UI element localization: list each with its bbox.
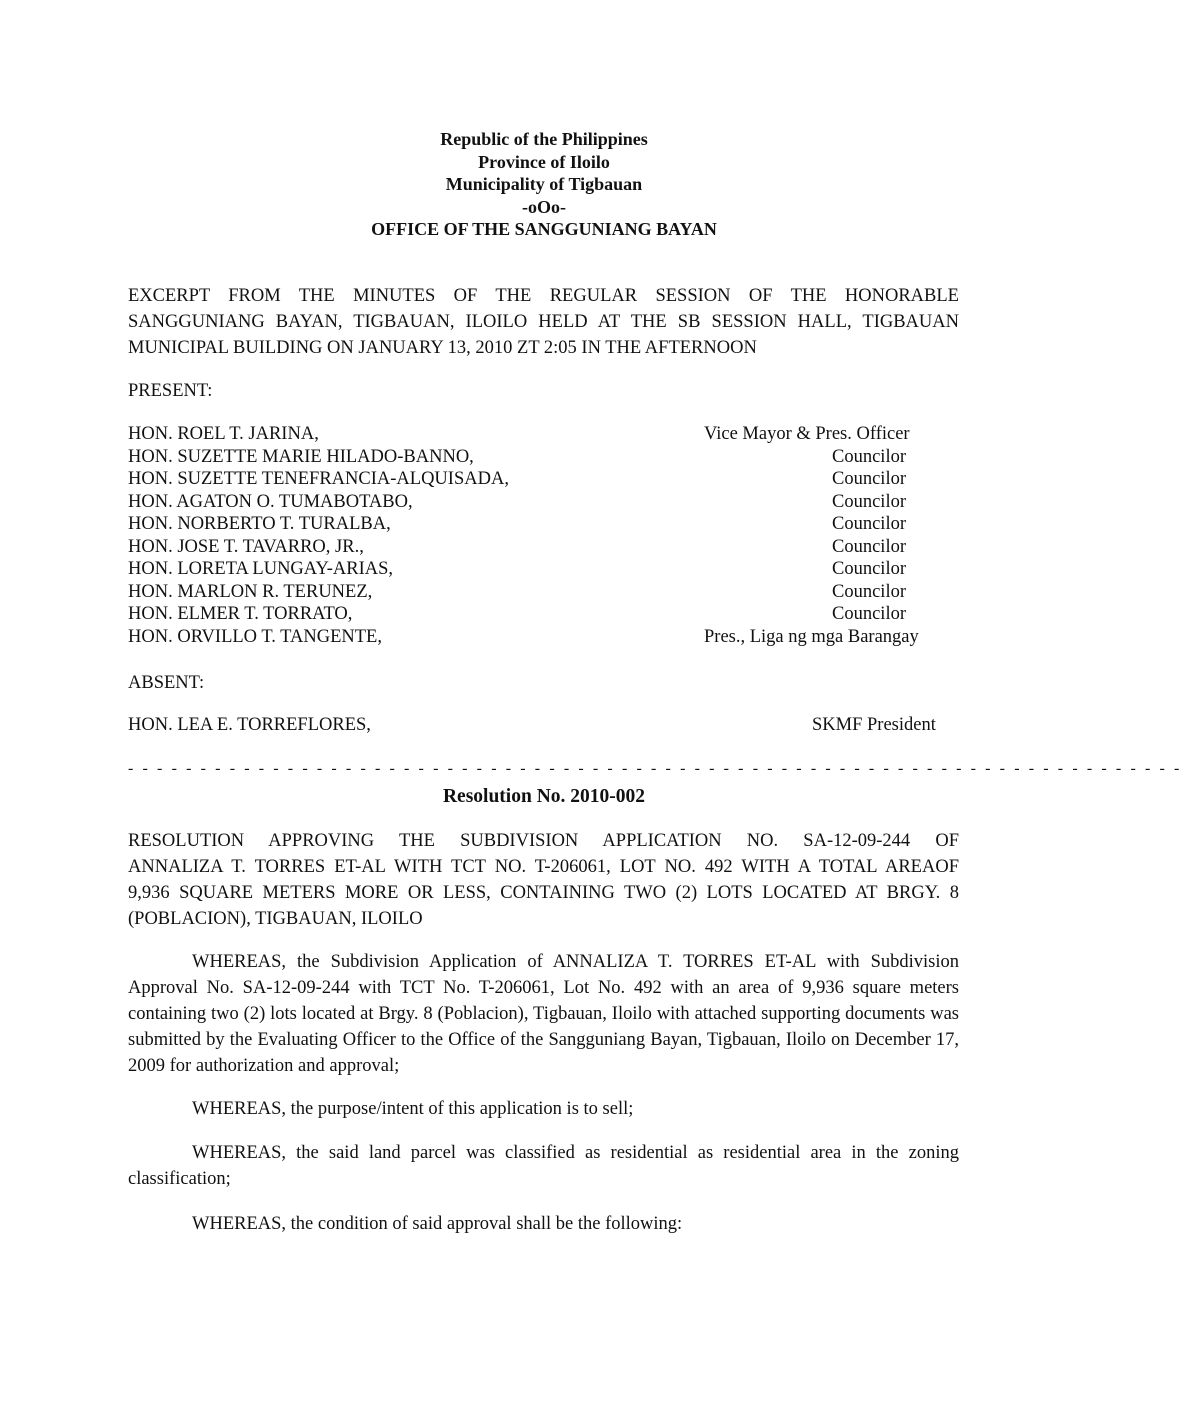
attendee-role: Pres., Liga ng mga Barangay — [704, 626, 919, 647]
resolution-title-line: (POBLACION), TIGBAUAN, ILOILO — [128, 909, 423, 929]
whereas-clause-1: WHEREAS, the Subdivision Application of ANNALIZA T. TORRES ET-AL with Subdivision Approval No. SA-12-09-244 with TCT No. T-206061, Lot No. 492 with an area of 9,936 square meters containing two (2) lots located at Brgy. 8 (Poblacion), Tigbauan, Iloilo with attached supporting documents was submitted by the Evaluating Officer to the Office of the Sangguniang Bayan, Tigbauan, Iloilo on December 17, 2009 for authorization and approval; — [128, 952, 959, 1076]
header-municipality: Municipality of Tigbauan — [445, 174, 643, 194]
attendee-role: Vice Mayor & Pres. Officer — [704, 424, 910, 444]
attendee-row — [128, 558, 959, 581]
attendee-role: Councilor — [832, 604, 906, 624]
present-label: PRESENT: — [128, 381, 213, 401]
header-office: OFFICE OF THE SANGGUNIANG BAYAN — [371, 219, 717, 239]
excerpt-line: SANGGUNIANG BAYAN, TIGBAUAN, ILOILO HELD AT THE SB SESSION HALL, TIGBAUAN — [128, 312, 959, 332]
absent-label: ABSENT: — [128, 673, 205, 693]
attendee-row — [128, 491, 959, 514]
attendee-row — [128, 603, 959, 626]
attendee-row — [128, 536, 959, 559]
absent-role: SKMF President — [812, 715, 936, 735]
attendee-name: HON. ROEL T. JARINA, — [128, 424, 319, 444]
resolution-title — [128, 828, 959, 932]
whereas-clause-3: WHEREAS, the said land parcel was classified as residential as residential area in the zoning classification; — [128, 1143, 959, 1189]
attendee-role: Councilor — [832, 581, 906, 602]
attendee-name: HON. SUZETTE TENEFRANCIA-ALQUISADA, — [128, 469, 509, 489]
attendee-name: HON. ORVILLO T. TANGENTE, — [128, 626, 382, 647]
header-ornament: -oOo- — [522, 196, 566, 217]
excerpt-line: MUNICIPAL BUILDING ON JANUARY 13, 2010 ZT 2:05 IN THE AFTERNOON — [128, 338, 757, 358]
document-header — [0, 128, 1088, 241]
attendee-row — [128, 626, 959, 649]
attendee-row — [128, 468, 959, 491]
header-republic: Republic of the Philippines — [440, 129, 648, 149]
attendee-name: HON. AGATON O. TUMABOTABO, — [128, 491, 413, 512]
resolution-title-line: 9,936 SQUARE METERS MORE OR LESS, CONTAINING TWO (2) LOTS LOCATED AT BRGY. 8 — [128, 883, 959, 903]
attendee-role: Councilor — [832, 514, 906, 534]
attendee-name: HON. MARLON R. TERUNEZ, — [128, 581, 373, 602]
attendee-name: HON. NORBERTO T. TURALBA, — [128, 514, 391, 534]
attendee-row — [128, 446, 959, 469]
attendee-row — [128, 513, 959, 536]
absent-name: HON. LEA E. TORREFLORES, — [128, 715, 371, 735]
attendee-role: Councilor — [832, 446, 906, 467]
attendee-name: HON. LORETA LUNGAY-ARIAS, — [128, 559, 394, 579]
attendee-role: Councilor — [832, 559, 906, 579]
whereas-clause-4: WHEREAS, the condition of said approval shall be the following: — [192, 1214, 683, 1234]
attendee-name: HON. JOSE T. TAVARRO, JR., — [128, 536, 364, 557]
attendee-role: Councilor — [832, 469, 906, 489]
excerpt-line: EXCERPT FROM THE MINUTES OF THE REGULAR SESSION OF THE HONORABLE — [128, 286, 959, 306]
whereas-clause-2: WHEREAS, the purpose/intent of this application is to sell; — [192, 1099, 634, 1119]
attendee-row — [128, 581, 959, 604]
attendee-role: Councilor — [832, 491, 906, 512]
attendee-name: HON. ELMER T. TORRATO, — [128, 604, 353, 624]
header-province: Province of Iloilo — [478, 151, 610, 172]
excerpt-paragraph — [128, 283, 959, 361]
resolution-title-line: ANNALIZA T. TORRES ET-AL WITH TCT NO. T-206061, LOT NO. 492 WITH A TOTAL AREAOF — [128, 857, 959, 877]
absent-row — [128, 714, 959, 737]
resolution-number: Resolution No. 2010-002 — [442, 786, 646, 807]
resolution-title-line: RESOLUTION APPROVING THE SUBDIVISION APPLICATION NO. SA-12-09-244 OF — [128, 831, 959, 851]
section-separator: - - - - - - - - - - - - - - - - - - - - - - - - - - - - - - - - - - - - - - - - - - - - - - - - - - - - - - - - - - - - - - - - - - - - - - - - - — [128, 760, 1182, 777]
attendee-row — [128, 423, 959, 446]
attendee-name: HON. SUZETTE MARIE HILADO-BANNO, — [128, 446, 474, 467]
attendee-role: Councilor — [832, 536, 906, 557]
